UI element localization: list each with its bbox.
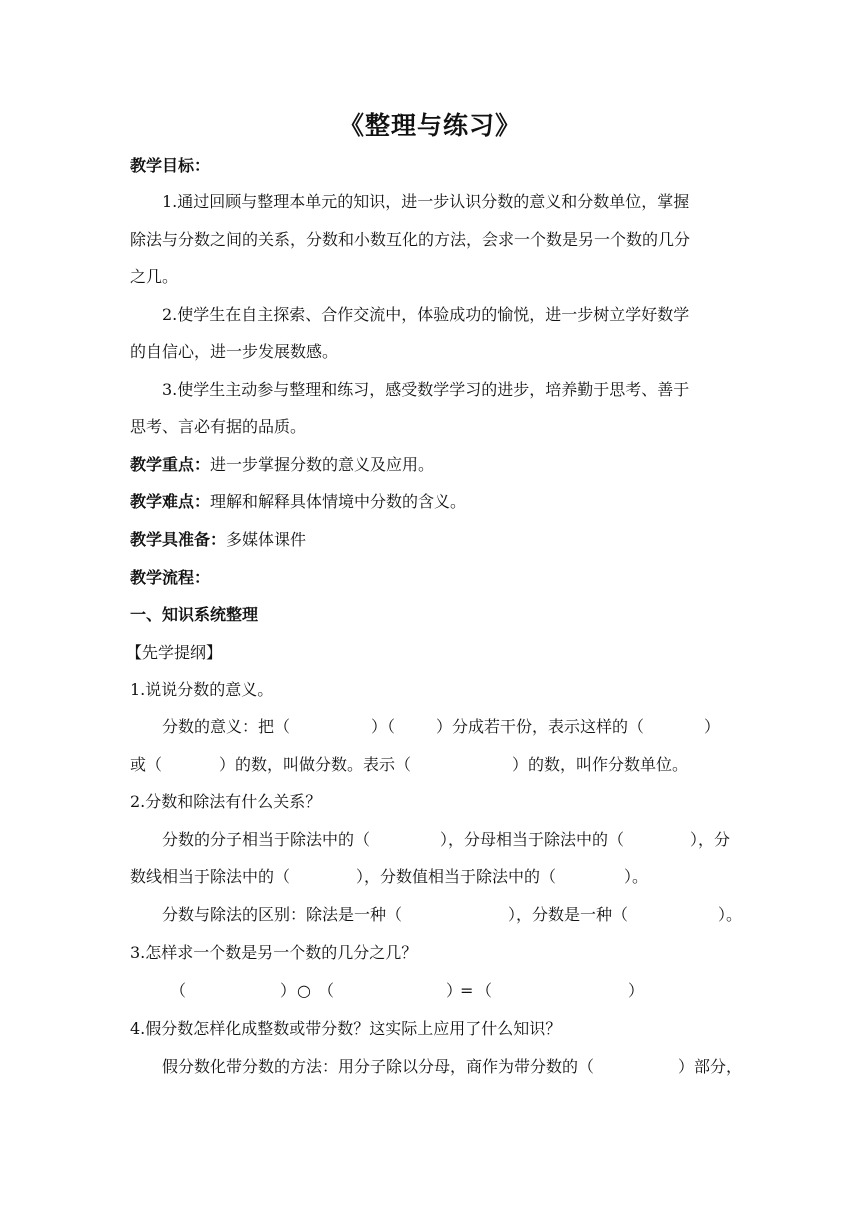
q1-line-2-part-2: ）的数，叫做分数。表示（: [219, 755, 412, 774]
objectives-heading: 教学目标：: [130, 156, 211, 175]
key-point: [130, 454, 434, 476]
q4-line-1: [0, 1056, 860, 1078]
q1-line-2-part-1: 或（: [130, 755, 163, 774]
q4-question: 4.假分数怎样化成整数或带分数？这实际上应用了什么知识？: [130, 1019, 562, 1038]
objective-2-line-1: 2.使学生在自主探索、合作交流中，体验成功的愉悦，进一步树立学好数学: [162, 305, 690, 324]
q1-line-1: [0, 716, 860, 738]
q2-line-1-part-3: ），分: [690, 830, 731, 849]
q1-line-1-part-4: ）: [704, 717, 721, 736]
q2-line-2-part-3: ）。: [624, 867, 649, 886]
q1-line-2-part-3: ）的数，叫作分数单位。: [512, 755, 689, 774]
q3-formula-close-3: ）: [628, 981, 645, 1000]
q3-formula-open-1: （: [170, 981, 187, 1000]
q4-line-1-part-1: 假分数化带分数的方法：用分子除以分母，商作为带分数的（: [162, 1057, 595, 1076]
materials-text: 多媒体课件: [226, 530, 307, 549]
q1-line-1-part-3: ）分成若干份，表示这样的（: [436, 717, 645, 736]
q2-line-3-part-1: 分数与除法的区别：除法是一种（: [162, 905, 403, 924]
difficulty-text: 理解和解释具体情境中分数的含义。: [210, 492, 467, 511]
key-point-label: 教学重点：: [130, 455, 211, 474]
materials-label: 教学具准备：: [130, 530, 227, 549]
page-title: 《整理与练习》: [338, 111, 521, 140]
q2-line-3: [0, 904, 860, 926]
q3-formula-open-2: （: [318, 981, 335, 1000]
q2-line-1-part-1: 分数的分子相当于除法中的（: [162, 830, 371, 849]
q2-line-3-part-2: ），分数是一种（: [508, 905, 629, 924]
q2-question: 2.分数和除法有什么关系？: [130, 792, 322, 811]
q3-formula-open-3: （: [476, 981, 493, 1000]
objective-1-line-2: 除法与分数之间的关系，分数和小数互化的方法，会求一个数是另一个数的几分: [130, 230, 691, 249]
q2-line-1: [0, 829, 860, 851]
section1-heading: 一、知识系统整理: [130, 605, 259, 624]
q3-formula-close-2: ）: [446, 981, 463, 1000]
section1-subheading: 【先学提纲】: [126, 643, 223, 662]
difficulty-label: 教学难点：: [130, 492, 211, 511]
q2-line-2-part-2: ），分数值相当于除法中的（: [356, 867, 557, 886]
q3-question: 3.怎样求一个数是另一个数的几分之几？: [130, 943, 418, 962]
materials: [130, 529, 306, 551]
q1-line-1-part-1: 分数的意义：把（: [162, 717, 291, 736]
objective-2-line-2: 的自信心，进一步发展数感。: [130, 342, 339, 361]
q1-line-1-part-2: ）（: [371, 717, 396, 736]
q3-formula-equals: =: [460, 981, 474, 1000]
key-point-text: 进一步掌握分数的意义及应用。: [210, 455, 435, 474]
q2-line-2: [0, 866, 860, 888]
q3-formula: [0, 980, 860, 1002]
q1-line-2: [0, 754, 860, 776]
objective-3-line-1: 3.使学生主动参与整理和练习，感受数学学习的进步，培养勤于思考、善于: [162, 380, 690, 399]
q2-line-3-part-3: ）。: [718, 905, 743, 924]
objective-3-line-2: 思考、言必有据的品质。: [130, 417, 307, 436]
objective-1-line-3: 之几。: [130, 267, 179, 286]
difficulty: [130, 491, 466, 513]
q3-formula-circle: ○: [297, 981, 311, 1000]
objective-1-line-1: 1.通过回顾与整理本单元的知识，进一步认识分数的意义和分数单位，掌握: [162, 192, 690, 211]
q2-line-1-part-2: ），分母相当于除法中的（: [440, 830, 625, 849]
q4-line-1-part-2: ）部分，: [678, 1057, 743, 1076]
q2-line-2-part-1: 数线相当于除法中的（: [130, 867, 291, 886]
q3-formula-close-1: ）: [280, 981, 297, 1000]
process-heading: 教学流程：: [130, 568, 211, 587]
q1-question: 1.说说分数的意义。: [130, 680, 274, 699]
